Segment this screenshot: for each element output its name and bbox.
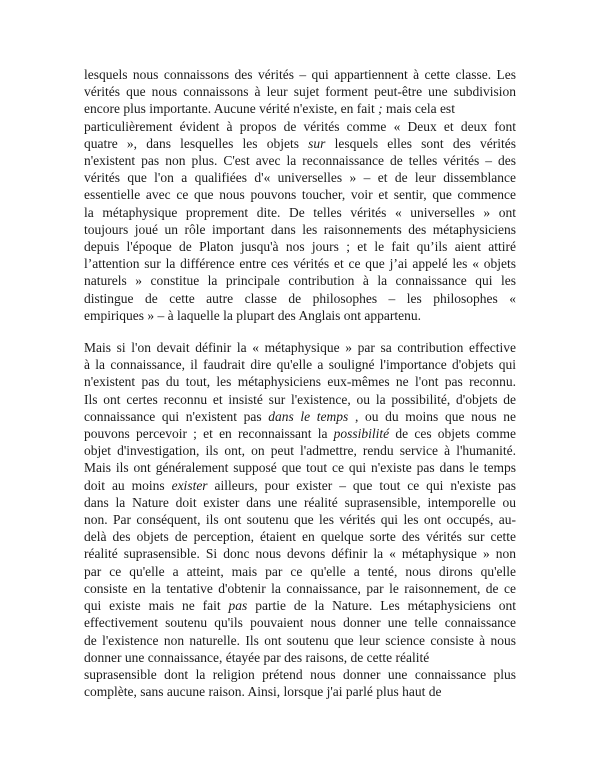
- text-segment: suprasensible dont la religion prétend nous donner une connaissance plus: [84, 666, 516, 682]
- text-line: [84, 511, 516, 528]
- text-line: [84, 391, 516, 408]
- italic-text: exister: [171, 477, 208, 493]
- text-segment: vérités que l'on a qualifiées d'« universelles » – et de leur dissemblance: [84, 170, 516, 186]
- text-segment: toujours joué un rôle important dans les raisonnements des métaphysiciens: [84, 221, 516, 237]
- text-line: [84, 666, 516, 683]
- text-segment: essentielle avec ce que nous pouvons toucher, voir et sentir, que commence: [84, 187, 516, 203]
- italic-text: ;: [378, 101, 383, 117]
- text-segment: particulièrement évident à propos de vérités comme « Deux et deux font: [84, 118, 516, 134]
- text-segment: quatre », dans lesquelles les objets: [84, 135, 309, 151]
- text-segment: qui existe mais ne fait: [84, 598, 229, 614]
- text-line: [84, 66, 516, 83]
- paragraph-1: [84, 66, 516, 324]
- text-segment: distingue de cette autre classe de philosophes – les philosophes «: [84, 290, 516, 306]
- text-line: [84, 632, 516, 649]
- text-line: [84, 100, 516, 117]
- text-segment: par ce qu'elle a atteint, mais par ce qu'elle a tenté, nous dirons qu'elle: [84, 563, 516, 579]
- text-line: [84, 186, 516, 203]
- text-segment: objet d'investigation, ils ont, on peut l'admettre, rendu service à l'humanité.: [84, 443, 516, 459]
- text-line: [84, 169, 516, 186]
- text-line: [84, 272, 516, 289]
- text-line: [84, 614, 516, 631]
- text-segment: naturels » constitue la principale contribution à la connaissance qui les: [84, 273, 516, 289]
- text-segment: , ou du moins que nous ne: [348, 408, 516, 424]
- text-segment: effectivement soutenu qu'ils pouvaient nous donner une telle connaissance: [84, 615, 516, 631]
- paragraph-2: [84, 339, 516, 700]
- text-line: [84, 290, 516, 307]
- italic-text: possibilité: [333, 426, 390, 442]
- text-line: [84, 528, 516, 545]
- text-line: [84, 649, 516, 666]
- text-segment: de ces objets comme: [389, 426, 517, 442]
- text-line: [84, 307, 516, 324]
- text-line: [84, 683, 516, 700]
- text-line: [84, 238, 516, 255]
- text-line: [84, 118, 516, 135]
- text-line: [84, 135, 516, 152]
- text-segment: de l'existence non naturelle. Ils ont soutenu que leur science consiste à nous: [84, 632, 516, 648]
- text-segment: Mais ils ont généralement supposé que tout ce qui n'existe pas dans le temps: [84, 460, 516, 476]
- text-segment: lesquels elles sont des vérités: [325, 135, 516, 151]
- italic-text: dans le temps: [268, 408, 349, 424]
- text-segment: l’attention sur la différence entre ces vérités et ce que j’ai appelé les « objets: [84, 256, 516, 272]
- text-line: [84, 255, 516, 272]
- text-line: [84, 83, 516, 100]
- text-segment: la métaphysique proprement dite. De telles vérités « universelles » ont: [84, 204, 516, 220]
- text-segment: doit au moins: [84, 477, 172, 493]
- text-segment: mais cela est: [382, 101, 455, 117]
- text-segment: lesquels nous connaissons des vérités – qui appartiennent à cette classe. Les: [84, 67, 516, 82]
- text-line: [84, 545, 516, 562]
- text-segment: Ils ont certes reconnu et insisté sur l'existence, ou la possibilité, d'objets de: [84, 391, 516, 407]
- text-line: [84, 459, 516, 476]
- text-line: [84, 425, 516, 442]
- text-segment: non. Par conséquent, ils ont soutenu que les vérités qui les ont occupés, au-: [84, 512, 516, 528]
- text-line: [84, 221, 516, 238]
- text-line: [84, 373, 516, 390]
- text-segment: complète, sans aucune raison. Ainsi, lorsque j'ai parlé plus haut de: [84, 684, 442, 700]
- text-segment: réalité suprasensible. Si donc nous devons définir la « métaphysique » non: [84, 546, 516, 562]
- text-line: [84, 597, 516, 614]
- italic-text: pas: [228, 598, 248, 614]
- text-segment: connaissance qui n'existent pas: [84, 408, 269, 424]
- text-segment: delà des objets de perception, étaient en quelque sorte des vérités sur cette: [84, 529, 516, 545]
- text-segment: pouvons percevoir ; et en reconnaissant la: [84, 426, 334, 442]
- text-segment: Mais si l'on devait définir la « métaphysique » par sa contribution effective: [84, 340, 516, 356]
- text-segment: n'existent pas du tout, les métaphysiciens eux-mêmes ne l'ont pas reconnu.: [84, 374, 516, 390]
- text-segment: donner une connaissance, étayée par des raisons, de cette réalité: [84, 649, 430, 665]
- text-segment: à la connaissance, il faudrait dire qu'elle a souligné l'importance d'objets qui: [84, 357, 516, 373]
- text-segment: consiste en la tentative d'obtenir la connaissance, par le raisonnement, de ce: [84, 580, 516, 596]
- document-page: [84, 66, 516, 700]
- italic-text: sur: [308, 135, 326, 151]
- text-line: [84, 563, 516, 580]
- text-line: [84, 580, 516, 597]
- text-line: [84, 339, 516, 356]
- text-line: [84, 204, 516, 221]
- text-line: [84, 356, 516, 373]
- text-line: [84, 408, 516, 425]
- text-segment: empiriques » – à laquelle la plupart des Anglais ont appartenu.: [84, 307, 422, 323]
- text-segment: encore plus importante. Aucune vérité n'existe, en fait: [84, 101, 379, 117]
- text-segment: dans la Nature doit exister dans une réalité suprasensible, intemporelle ou: [84, 494, 516, 510]
- text-line: [84, 442, 516, 459]
- text-segment: depuis l'époque de Platon jusqu'à nos jours ; et le fait qu’ils aient attiré: [84, 239, 516, 255]
- text-segment: ailleurs, pour exister – que tout ce qui n'existe pas: [207, 477, 516, 493]
- text-line: [84, 494, 516, 511]
- text-segment: partie de la Nature. Les métaphysiciens ont: [247, 598, 517, 614]
- text-line: [84, 152, 516, 169]
- text-segment: vérités que nous connaissons à leur sujet forment peut-être une subdivision: [84, 84, 516, 100]
- text-segment: n'existent pas non plus. C'est avec la reconnaissance de telles vérités – des: [84, 153, 516, 169]
- text-line: [84, 477, 516, 494]
